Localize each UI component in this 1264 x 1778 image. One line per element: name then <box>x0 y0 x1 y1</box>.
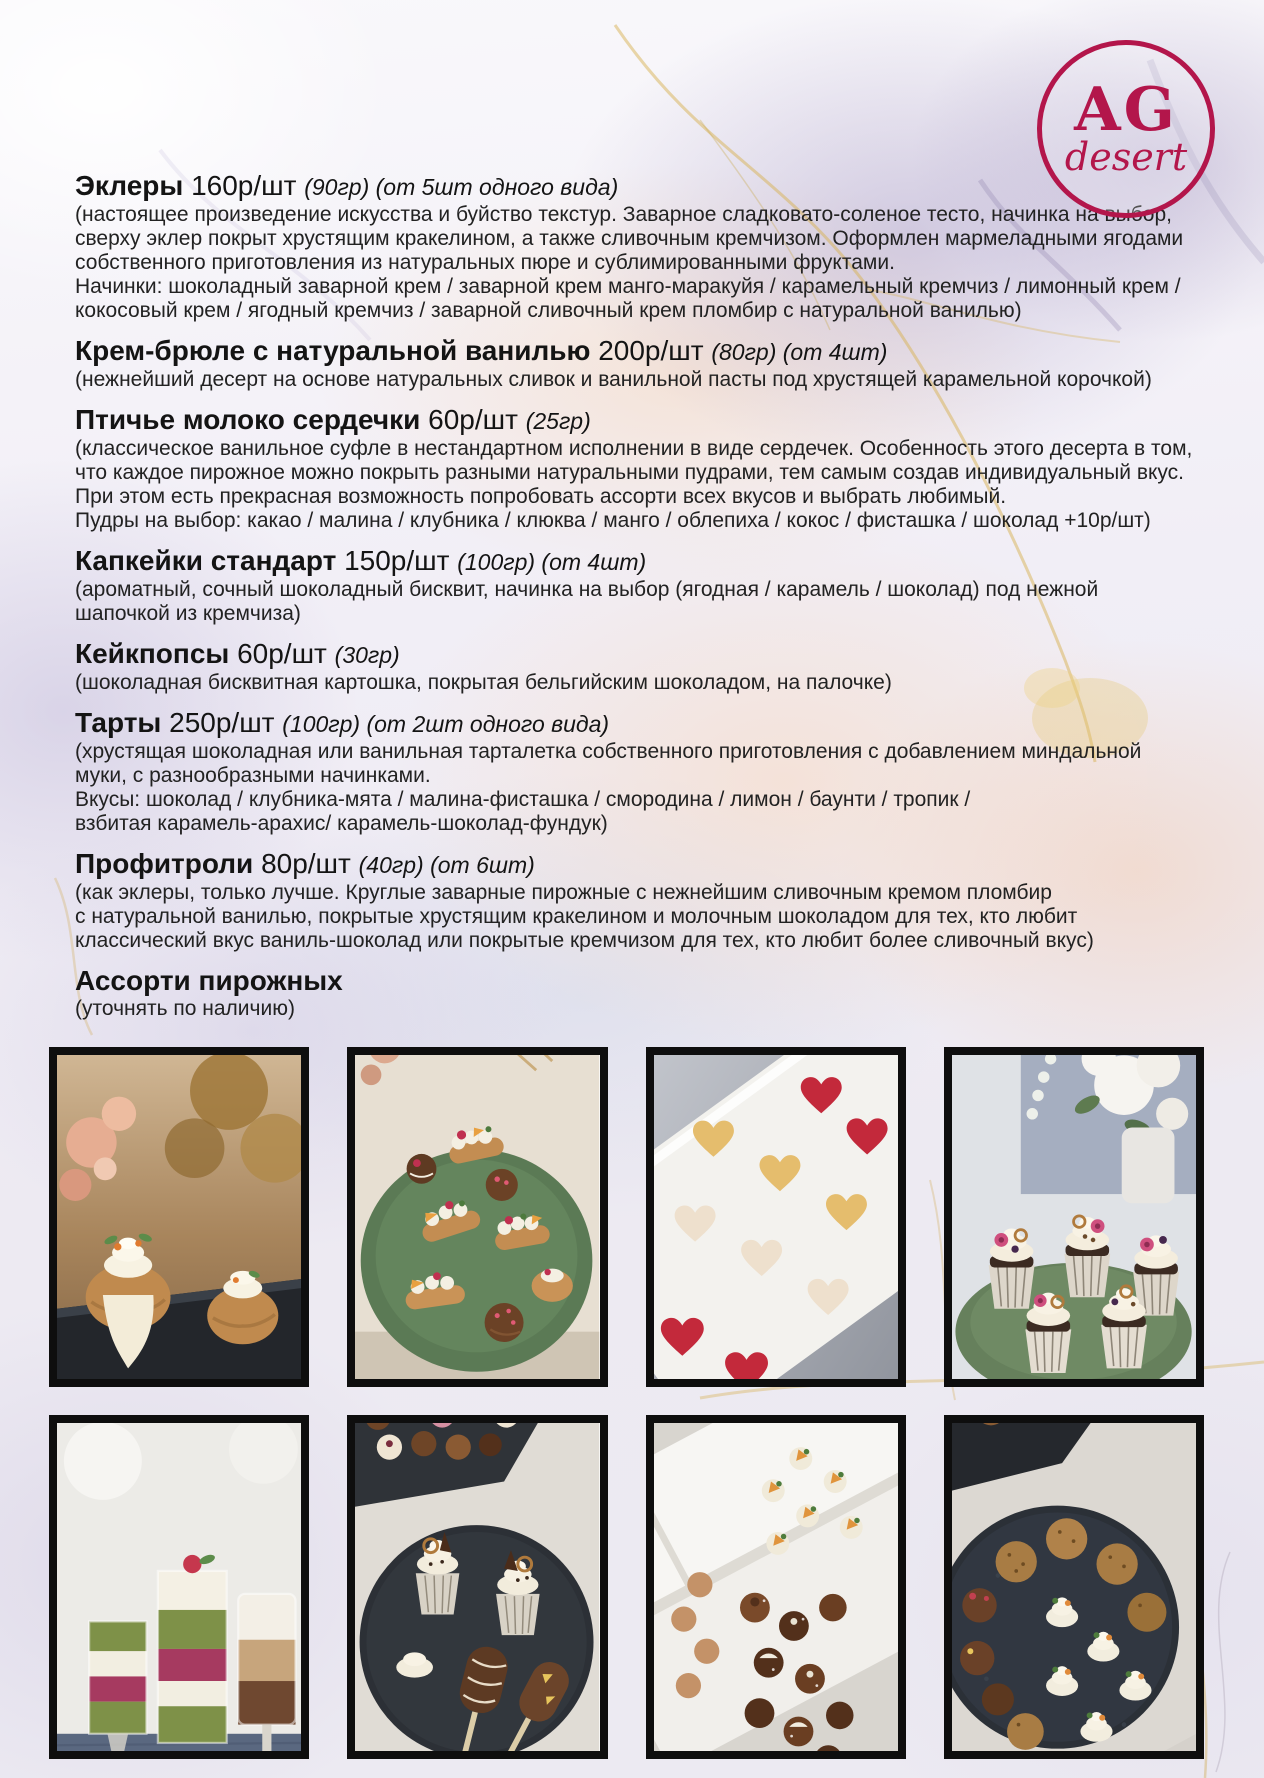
description-line: Вкусы: шоколад / клубника-мята / малина-фисташка / смородина / лимон / баунти / тропик / <box>75 788 971 811</box>
description-line: Начинки: шоколадный заварной крем / заварной крем манго-маракуйя / карамельный кремчиз / лимонный крем / <box>75 275 1181 298</box>
dessert-price: 200р/шт <box>598 335 704 366</box>
dessert-name: Ассорти пирожных <box>75 965 343 996</box>
dessert-price: 150р/шт <box>344 545 450 576</box>
description-line: сверху эклер покрыт хрустящим кракелином, а также сливочным кремчизом. Оформлен мармеладными ягодами <box>75 227 1184 250</box>
dessert-note: (25гр) <box>525 408 591 434</box>
section-title-tarts <box>75 707 1224 740</box>
photo-profiteroles-on-slate <box>49 1047 309 1387</box>
photo-grid <box>49 1047 1204 1759</box>
dessert-name: Эклеры <box>75 170 184 201</box>
description-line: (уточнять по наличию) <box>75 997 295 1020</box>
dessert-price: 60р/шт <box>428 404 518 435</box>
description-line: Пудры на выбор: какао / малина / клубника / клюква / манго / облепиха / кокос / фисташка / шоколад +10р/шт) <box>75 509 1151 532</box>
trifle-center <box>158 1553 227 1743</box>
photo-bird-milk-hearts <box>646 1047 906 1387</box>
dessert-price: 160р/шт <box>191 170 297 201</box>
description-line: с натуральной ванилью, покрытые хрустящим кракелином и молочным шоколадом для тех, кто любит <box>75 905 1078 928</box>
description-line: (настоящее произведение искусства и буйство текстур. Заварное сладковато-соленое тесто, начинка на выбор, <box>75 203 1172 226</box>
description-line: При этом есть прекрасная возможность попробовать ассорти всех вкусов и выбрать любимый. <box>75 485 1007 508</box>
description-line: (классическое ванильное суфле в нестандартном исполнении в виде сердечек. Особенность этого десерта в том, <box>75 437 1193 460</box>
description-line: муки, с разнообразными начинками. <box>75 764 431 787</box>
photo-cupcakes-green-tray <box>944 1047 1204 1387</box>
description-line: кокосовый крем / ягодный кремчиз / заварной сливочный крем пломбир с натуральной ванилью) <box>75 299 1022 322</box>
dessert-name: Капкейки стандарт <box>75 545 337 576</box>
dessert-name: Кейкпопсы <box>75 638 230 669</box>
section-title-profiteroles <box>75 848 1224 881</box>
dessert-price: 80р/шт <box>261 848 351 879</box>
dessert-price: 250р/шт <box>169 707 275 738</box>
section-title-cakepops <box>75 638 1224 671</box>
description-line: классический вкус ваниль-шоколад или покрытые кремчизом для тех, кто любит более сливочный вкус) <box>75 929 1094 952</box>
description-line: (как эклеры, только лучше. Круглые заварные пирожные с нежнейшим сливочным кремом пломбир <box>75 881 1052 904</box>
description-line: собственного приготовления из натуральных пюре и сублимированными фруктами. <box>75 251 895 274</box>
dessert-note: (100гр) (от 4шт) <box>457 549 647 575</box>
dessert-note: (80гр) (от 4шт) <box>711 339 888 365</box>
section-title-cupcakes <box>75 545 1224 578</box>
photo-eclairs-green-plate <box>347 1047 607 1387</box>
section-title-creme-brulee <box>75 335 1224 368</box>
photo-trifle-cups <box>49 1415 309 1759</box>
description-line: (хрустящая шоколадная или ванильная тарталетка собственного приготовления с добавлением миндальной <box>75 740 1142 763</box>
description-line: (ароматный, сочный шоколадный бисквит, начинка на выбор (ягодная / карамель / шоколад) под нежной <box>75 578 1099 601</box>
dessert-note: (100гр) (от 2шт одного вида) <box>282 711 610 737</box>
description-line: взбитая карамель-арахис/ карамель-шоколад-фундук) <box>75 812 608 835</box>
dessert-name: Крем-брюле с натуральной ванилью <box>75 335 591 366</box>
description-line: (нежнейший десерт на основе натуральных сливок и ванильной пасты под хрустящей карамельной корочкой) <box>75 368 1152 391</box>
dessert-note: (90гр) (от 5шт одного вида) <box>304 174 619 200</box>
photo-truffles-plate <box>944 1415 1204 1759</box>
dessert-name: Тарты <box>75 707 162 738</box>
brand-script-word: desert <box>1064 135 1188 179</box>
description-line: что каждое пирожное можно покрыть разными натуральными пудрами, тем самым создав индивидуальный вкус. <box>75 461 1185 484</box>
dessert-name: Птичье молоко сердечки <box>75 404 421 435</box>
brand-logo <box>1037 40 1215 218</box>
brand-initials: AG <box>1074 75 1178 145</box>
photo-chocolate-box <box>646 1415 906 1759</box>
section-title-bird-milk-hearts <box>75 404 1224 437</box>
description-line: шапочкой из кремчиза) <box>75 602 301 625</box>
dessert-note: (30гр) <box>334 642 400 668</box>
photo-cakepops-dark-tray <box>347 1415 607 1759</box>
dessert-name: Профитроли <box>75 848 254 879</box>
dessert-price: 60р/шт <box>237 638 327 669</box>
trifle-left <box>89 1621 146 1751</box>
dessert-note: (40гр) (от 6шт) <box>358 852 535 878</box>
section-title-assorted <box>75 965 1224 997</box>
description-line: (шоколадная бисквитная картошка, покрытая бельгийским шоколадом, на палочке) <box>75 671 892 694</box>
